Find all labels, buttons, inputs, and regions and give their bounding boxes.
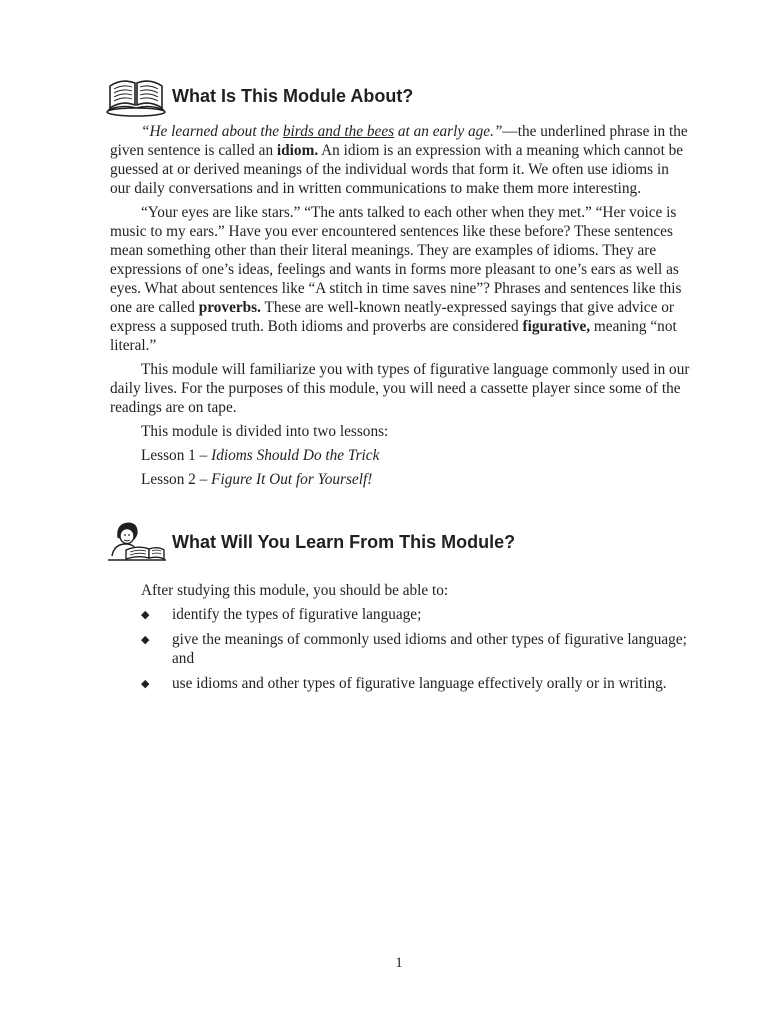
open-book-icon <box>104 74 168 118</box>
lesson-item: Lesson 2 – Figure It Out for Yourself! <box>141 471 373 488</box>
list-item: ◆ identify the types of figurative language; <box>141 606 422 623</box>
section-heading-text: What Is This Module About? <box>172 85 414 106</box>
objectives-list <box>110 605 690 693</box>
list-item: ◆ use idioms and other types of figurative language effectively orally or in writing. <box>141 675 667 692</box>
student-reading-icon <box>104 520 168 564</box>
paragraph-module-purpose: This module will familiarize you with types of figurative language commonly used in our daily lives. For the purposes of this module, you will need a cassette player since some of the readings are on tape. <box>110 361 690 416</box>
page-number: 1 <box>395 955 403 971</box>
diamond-bullet-icon: ◆ <box>141 608 150 621</box>
diamond-bullet-icon: ◆ <box>141 677 150 690</box>
section-heading-text: What Will You Learn From This Module? <box>172 531 516 552</box>
paragraph-idiom-definition: “He learned about the birds and the bees at an early age.”—the underlined phrase in the given sentence is called an idiom. An idiom is an expression with a meaning which cannot be guessed at or derived meanings of the individual words that form it. We often use idioms in our daily conversations and in written communications to make them more interesting. <box>110 123 688 197</box>
paragraph-idiom-examples: “Your eyes are like stars.” “The ants talked to each other when they met.” “Her voice is music to my ears.” Have you ever encountered sentences like these before? These sentences mean something other than their literal meanings. They are examples of idioms. They are expressions of one’s ideas, feelings and wants in forms more pleasant to one’s ears as well as eyes. What about sentences like “A stitch in time saves nine”? Phrases and sentences like this one are called proverbs. These are well-known neatly-expressed sayings that give advice or express a supposed truth. Both idioms and proverbs are considered figurative, meaning “not literal.” <box>110 204 682 354</box>
section-body-module-about <box>110 122 690 494</box>
objectives-intro: After studying this module, you should be able to: <box>141 582 449 599</box>
section-body-learn <box>110 581 690 699</box>
list-item: ◆ give the meanings of commonly used idioms and other types of figurative language; and <box>141 631 687 667</box>
section-heading-module-about <box>104 74 413 118</box>
diamond-bullet-icon: ◆ <box>141 633 150 646</box>
section-heading-learn <box>104 520 515 564</box>
lesson-item: Lesson 1 – Idioms Should Do the Trick <box>141 447 380 464</box>
paragraph-lessons-intro: This module is divided into two lessons: <box>141 423 389 440</box>
